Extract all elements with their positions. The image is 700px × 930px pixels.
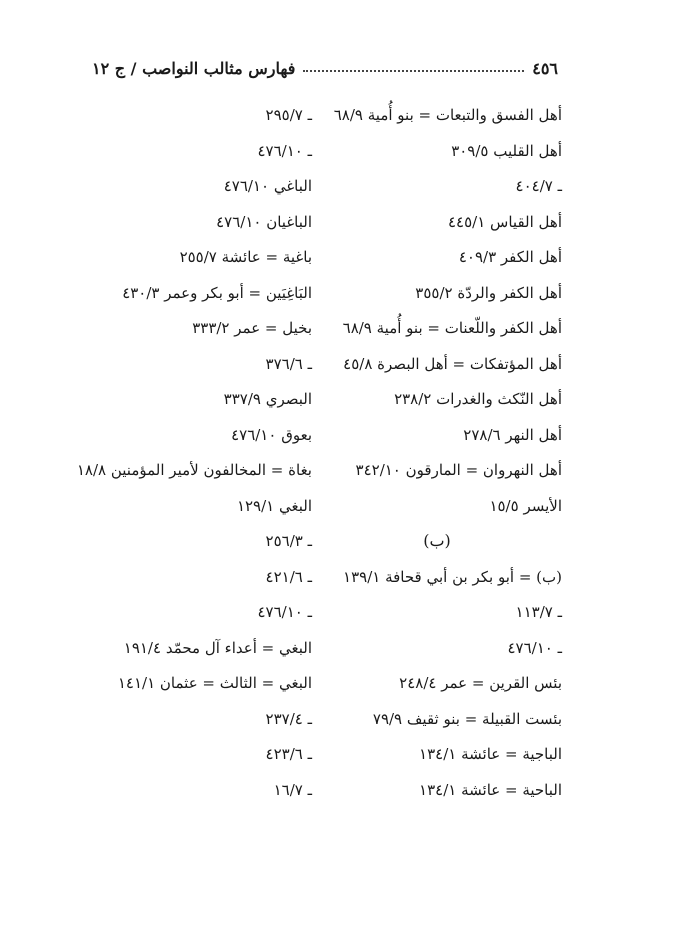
index-entry: البغي = الثالث = عثمان ١٤١/١	[117, 674, 312, 692]
index-entry: ـ ٤٧٦/١٠	[257, 141, 312, 160]
index-entry: ـ ٢٥٦/٣	[265, 532, 312, 550]
index-column-right	[312, 103, 562, 813]
index-entry: أهل المؤتفكات = أهل البصرة ٤٥/٨	[343, 354, 562, 373]
index-entry: البغي = أعداء آل محمّد ١٩١/٤	[123, 638, 312, 657]
index-entry: أهل النهر ٢٧٨/٦	[463, 425, 562, 444]
index-entry: ـ ٤٠٤/٧	[515, 177, 562, 195]
index-entry: أهل القياس ٤٤٥/١	[448, 212, 562, 231]
index-entry: الأيسر ١٥/٥	[489, 496, 562, 515]
index-entry: ـ ٢٣٧/٤	[265, 709, 312, 728]
index-entry: البغي ١٢٩/١	[236, 496, 312, 515]
index-entry: أهل النهروان = المارقون ٣٤٢/١٠	[355, 461, 562, 479]
index-entry: أهل الكفر والردّة ٣٥٥/٢	[415, 283, 562, 302]
index-entry: بئس القرين = عمر ٢٤٨/٤	[399, 674, 562, 692]
index-entry: الباحية = عائشة ١٣٤/١	[419, 780, 562, 799]
index-entry: أهل الفسق والتبعات = بنو أُمية ٦٨/٩	[333, 106, 562, 124]
index-entry: أهل الكفر واللّعنات = بنو أُمية ٦٨/٩	[342, 319, 562, 337]
index-entry: الباغي ٤٧٦/١٠	[223, 177, 312, 195]
header-dot-leader	[303, 69, 524, 72]
index-entry: الباغيان ٤٧٦/١٠	[216, 212, 312, 231]
index-entry: أهل النّكث والغدرات ٢٣٨/٢	[394, 390, 562, 408]
index-entry: ـ ١٦/٧	[273, 780, 312, 799]
index-entry: أهل القليب ٣٠٩/٥	[451, 141, 562, 160]
index-entry: ـ ٣٧٦/٦	[265, 354, 312, 373]
letter-heading: (ب)	[423, 531, 451, 550]
index-entry: ـ ٤٧٦/١٠	[257, 603, 312, 621]
index-entry: ـ ٤٧٦/١٠	[507, 638, 562, 657]
index-entry: البَاغِيَين = أبو بكر وعمر ٤٣٠/٣	[122, 283, 312, 302]
index-entry: ـ ١١٣/٧	[515, 603, 562, 621]
page-number: ٤٥٦	[532, 59, 558, 78]
index-entry: الباجية = عائشة ١٣٤/١	[419, 745, 562, 763]
index-entry: ـ ٤٢٣/٦	[265, 745, 312, 763]
running-header	[92, 48, 558, 78]
index-entry: بئست القبيلة = بنو ثقيف ٧٩/٩	[372, 709, 562, 728]
index-entry: ـ ٤٢١/٦	[265, 567, 312, 586]
index-column-left	[76, 103, 312, 813]
index-entry: باغية = عائشة ٢٥٥/٧	[179, 248, 312, 266]
index-entry: ـ ٢٩٥/٧	[265, 106, 312, 124]
index-entry: بعوق ٤٧٦/١٠	[231, 425, 312, 444]
running-title: فهارس مثالب النواصب / ج ١٢	[92, 59, 296, 78]
index-entry: (ب) = أبو بكر بن أبي قحافة ١٣٩/١	[343, 567, 562, 586]
index-entry: بغاة = المخالفون لأمير المؤمنين ١٨/٨	[76, 461, 312, 479]
index-entry: أهل الكفر ٤٠٩/٣	[458, 248, 562, 266]
index-entry: بخيل = عمر ٣٣٣/٢	[192, 319, 312, 337]
index-entry: البصري ٣٣٧/٩	[223, 390, 312, 408]
